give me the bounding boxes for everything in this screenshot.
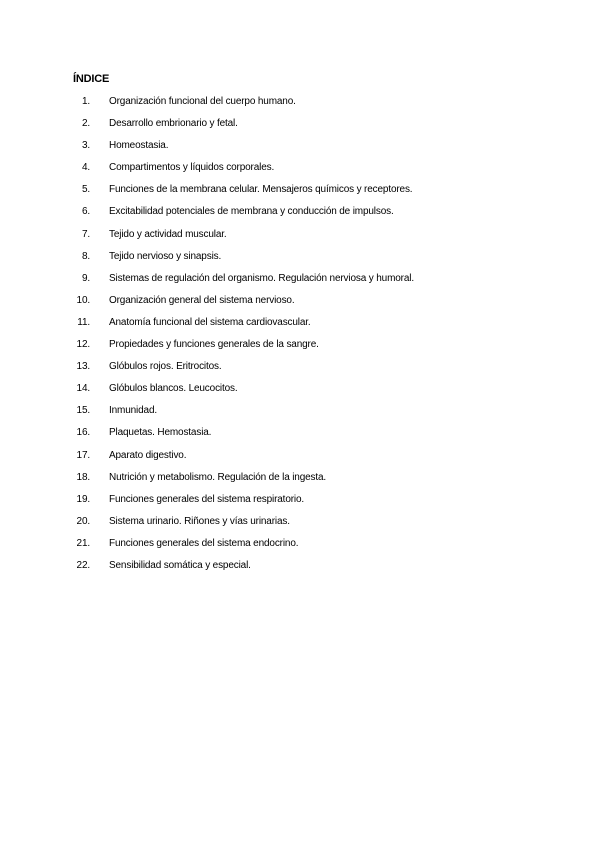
index-item [0,404,600,426]
item-text: Homeostasia. [109,140,169,152]
item-text: Sensibilidad somática y especial. [109,559,251,571]
item-number: 16. [76,427,90,439]
item-number: 11. [77,316,90,328]
item-number: 3. [81,140,90,152]
item-text: Funciones de la membrana celular. Mensajeros químicos y receptores. [109,184,413,196]
item-text: Aparato digestivo. [109,449,187,461]
index-item [0,183,600,205]
index-item [0,360,600,382]
item-text: Propiedades y funciones generales de la sangre. [109,339,319,351]
item-number: 21. [76,537,90,549]
item-number: 7. [81,228,90,240]
item-number: 12. [76,339,90,351]
item-number: 9. [81,272,90,284]
item-number: 1. [81,96,90,107]
item-number: 20. [76,515,90,527]
item-text: Organización general del sistema nervioso. [109,294,295,306]
index-title: ÍNDICE [73,73,110,85]
index-item [0,161,600,183]
index-item [0,117,600,139]
item-text: Sistemas de regulación del organismo. Regulación nerviosa y humoral. [109,272,414,284]
item-number: 10. [76,294,90,306]
item-number: 14. [76,383,90,395]
item-text: Glóbulos rojos. Eritrocitos. [109,361,222,373]
item-number: 2. [81,118,90,130]
index-item [0,205,600,227]
item-text: Tejido nervioso y sinapsis. [109,250,222,262]
index-item [0,493,600,515]
item-text: Sistema urinario. Riñones y vías urinarias. [109,515,290,527]
item-number: 17. [76,449,90,461]
index-item [0,228,600,250]
item-text: Tejido y actividad muscular. [109,228,227,240]
index-item [0,272,600,294]
index-item [0,559,600,581]
item-text: Nutrición y metabolismo. Regulación de la ingesta. [109,471,327,483]
index-item [0,250,600,272]
item-number: 4. [81,162,90,174]
index-item [0,471,600,493]
item-text: Excitabilidad potenciales de membrana y conducción de impulsos. [109,206,394,218]
index-item [0,95,600,117]
item-text: Organización funcional del cuerpo humano. [109,96,296,107]
index-item [0,139,600,161]
item-text: Funciones generales del sistema respiratorio. [109,493,305,505]
item-text: Plaquetas. Hemostasia. [109,427,212,439]
index-item [0,382,600,404]
item-text: Inmunidad. [109,405,157,417]
item-number: 5. [81,184,90,196]
item-text: Funciones generales del sistema endocrino. [109,537,299,549]
index-item [0,294,600,316]
index-item [0,338,600,360]
item-number: 13. [76,361,90,373]
item-number: 22. [76,559,90,571]
item-text: Compartimentos y líquidos corporales. [109,162,275,174]
index-list [0,95,600,581]
item-number: 19. [76,493,90,505]
item-number: 18. [76,471,90,483]
item-number: 15. [76,405,90,417]
item-text: Desarrollo embrionario y fetal. [109,118,238,130]
item-number: 8. [81,250,90,262]
item-text: Anatomía funcional del sistema cardiovascular. [109,316,311,328]
index-item [0,537,600,559]
index-item [0,426,600,448]
index-item [0,515,600,537]
item-number: 6. [81,206,90,218]
index-item [0,449,600,471]
index-item [0,316,600,338]
item-text: Glóbulos blancos. Leucocitos. [109,383,238,395]
